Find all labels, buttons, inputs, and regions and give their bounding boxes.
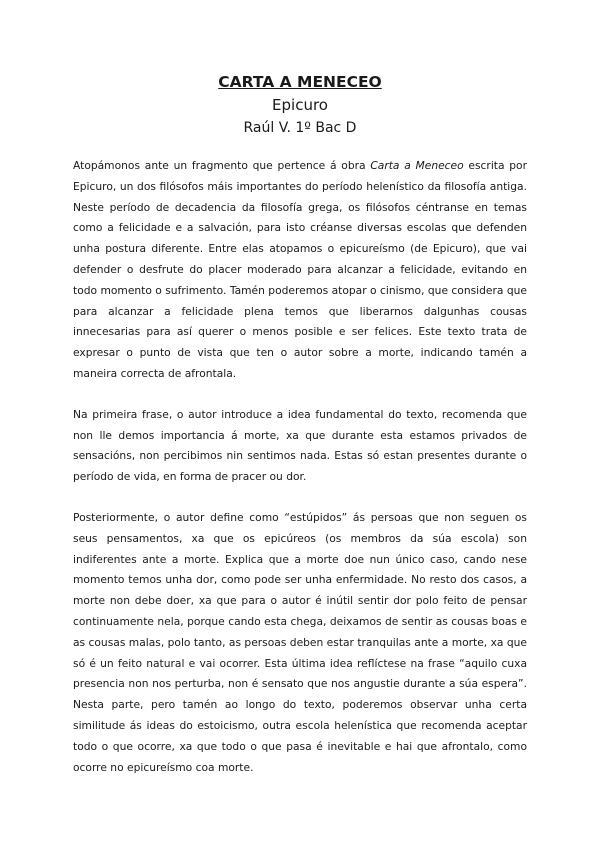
document-body	[73, 156, 527, 778]
paragraph-later-analysis: Posteriormente, o autor define como “estúpidos” ás persoas que non seguen os seus pensamentos, xa que os epicúreos (os membros da súa escola) son indiferentes ante a morte. Explica que a morte doe nun único caso, cando nese momento temos unha dor, como pode ser unha enfermidade. No resto dos casos, a morte non debe doer, xa que para o autor é inútil sentir dor polo feito de pensar continuamente nela, porque cando esta chega, deixamos de sentir as cousas boas e as cousas malas, polo tanto, as persoas deben estar tranquilas ante a morte, xa que só é un feito natural e vai ocorrer. Esta última idea reflíctese na frase “aquilo cuxa presencia non nos perturba, non é sensato que nos angustie durante a súa espera”. Nesta parte, pero tamén ao longo do texto, poderemos observar unha certa similitude ás ideas do estoicismo, outra escola helenística que recomenda aceptar todo o que ocorre, xa que todo o que pasa é inevitable e hai que afrontalo, como ocorre no epicureísmo coa morte.	[73, 510, 528, 774]
paragraph-intro-text-end: escrita por Epicuro, un dos filósofos máis importantes do período helenístico da filosofía antiga. Neste período de decadencia da filosofía grega, os filósofos céntranse en temas como a felicidade e a salvación, para isto créanse diversas escolas que defenden unha postura diferente. Entre elas atopamos o epicureísmo (de Epicuro), que vai defender o desfrute do placer moderado para alcanzar a felicidade, evitando en todo momento o sufrimento. Tamén poderemos atopar o cinismo, que considera que para alcanzar a felicidade plena temos que liberarnos dalgunhas cousas innecesarias para así querer o menos posible e ser felices. Este texto trata de expresar o punto de vista que ten o autor sobre a morte, indicando tamén a maneira correcta de afrontala.	[73, 159, 527, 380]
work-title-emphasis: Carta a Meneceo	[370, 159, 464, 172]
document-title: CARTA A MENECEO	[218, 73, 382, 91]
student-name: Raúl V. 1º Bac D	[243, 120, 357, 136]
paragraph-intro-text-start: Atopámonos ante un fragmento que pertence á obra	[73, 159, 371, 172]
document-author: Epicuro	[272, 96, 328, 114]
paragraph-intro	[73, 156, 527, 385]
paragraph-first-sentence: Na primeira frase, o autor introduce a idea fundamental do texto, recomenda que non lle demos importancia á morte, xa que durante esta estamos privados de sensacións, non percibimos nin sentimos nada. Estas só estan presentes durante o período de vida, en forma de pracer ou dor.	[73, 407, 527, 484]
